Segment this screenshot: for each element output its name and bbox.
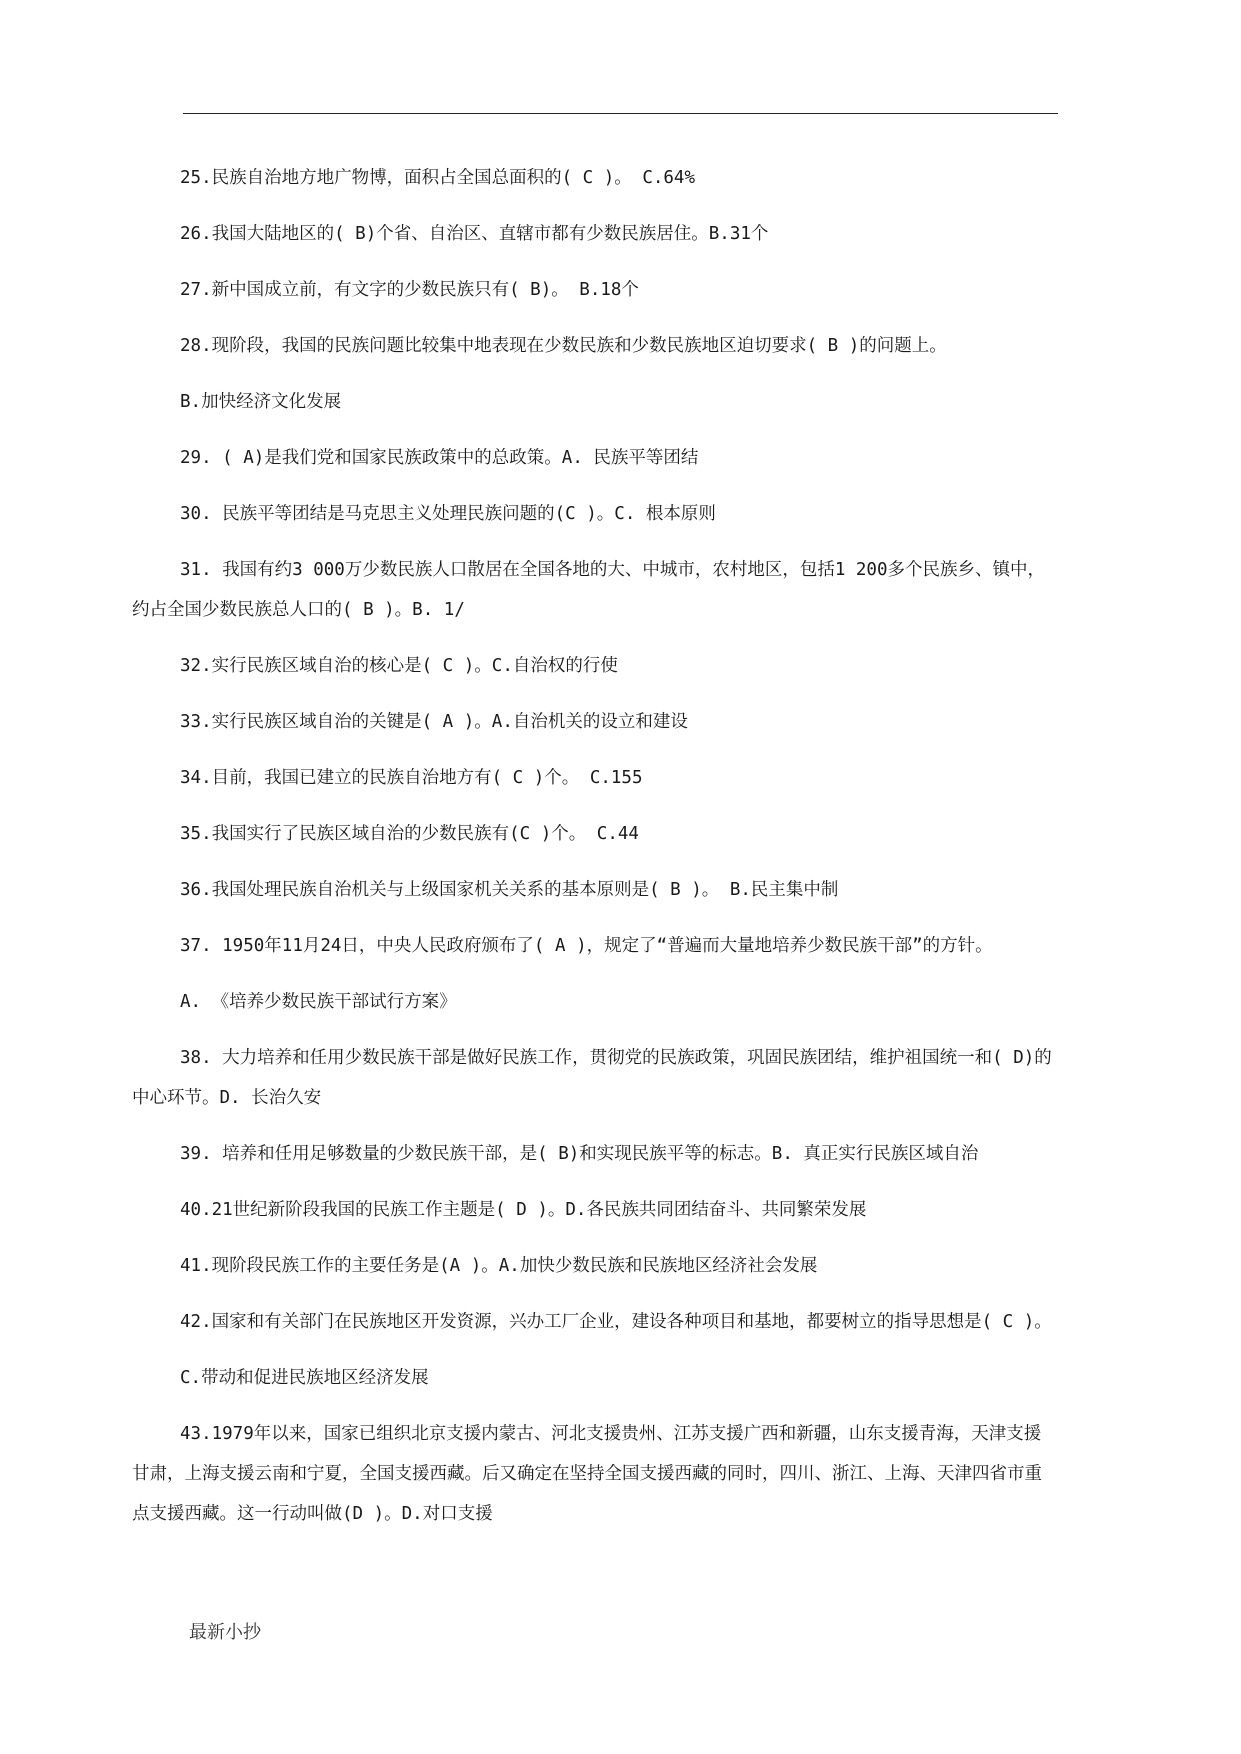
question-31: 31. 我国有约3 000万少数民族人口散居在全国各地的大、中城市，农村地区，包括1 200多个民族乡、镇中，约占全国少数民族总人口的( B )。B. 1/ [132,560,1045,620]
question-40: 40.21世纪新阶段我国的民族工作主题是( D )。D.各民族共同团结奋斗、共同繁荣发展 [180,1200,867,1220]
question-34: 34.目前，我国已建立的民族自治地方有( C )个。 C.155 [180,768,643,788]
question-36: 36.我国处理民族自治机关与上级国家机关关系的基本原则是( B )。 B.民主集中制 [180,880,839,900]
question-25: 25.民族自治地方地广物博，面积占全国总面积的( C )。 C.64% [180,168,696,188]
answer-28: B.加快经济文化发展 [180,392,342,412]
question-26: 26.我国大陆地区的( B)个省、自治区、直辖市都有少数民族居住。B.31个 [180,224,769,244]
question-30: 30. 民族平等团结是马克思主义处理民族问题的(C )。C. 根本原则 [180,504,716,524]
answer-42: C.带动和促进民族地区经济发展 [180,1368,429,1388]
document-body [132,158,1058,1550]
question-28: 28.现阶段，我国的民族问题比较集中地表现在少数民族和少数民族地区迫切要求( B )的问题上。 [180,336,947,356]
question-43: 43.1979年以来，国家已组织北京支援内蒙古、河北支援贵州、江苏支援广西和新疆，山东支援青海，天津支援甘肃，上海支援云南和宁夏，全国支援西藏。后又确定在坚持全国支援西藏的同时，四川、浙江、上海、天津四省市重点支援西藏。这一行动叫做(D )。D.对口支援 [132,1424,1042,1524]
question-37: 37. 1950年11月24日，中央人民政府颁布了( A )，规定了“普遍而大量地培养少数民族干部”的方针。 [180,936,993,956]
question-32: 32.实行民族区域自治的核心是( C )。C.自治权的行使 [180,656,618,676]
question-42: 42.国家和有关部门在民族地区开发资源，兴办工厂企业，建设各种项目和基地，都要树立的指导思想是( C )。 [180,1312,1052,1332]
question-35: 35.我国实行了民族区域自治的少数民族有(C )个。 C.44 [180,824,639,844]
page-footer: 最新小抄 [189,1622,261,1643]
header-rule [183,113,1058,114]
question-33: 33.实行民族区域自治的关键是( A )。A.自治机关的设立和建设 [180,712,688,732]
answer-37: A. 《培养少数民族干部试行方案》 [180,992,457,1012]
question-38: 38. 大力培养和任用少数民族干部是做好民族工作，贯彻党的民族政策，巩固民族团结，维护祖国统一和( D)的中心环节。D. 长治久安 [132,1048,1052,1108]
question-29: 29. ( A)是我们党和国家民族政策中的总政策。A. 民族平等团结 [180,448,699,468]
question-27: 27.新中国成立前，有文字的少数民族只有( B)。 B.18个 [180,280,639,300]
question-39: 39. 培养和任用足够数量的少数民族干部，是( B)和实现民族平等的标志。B. 真正实行民族区域自治 [180,1144,979,1164]
question-41: 41.现阶段民族工作的主要任务是(A )。A.加快少数民族和民族地区经济社会发展 [180,1256,818,1276]
